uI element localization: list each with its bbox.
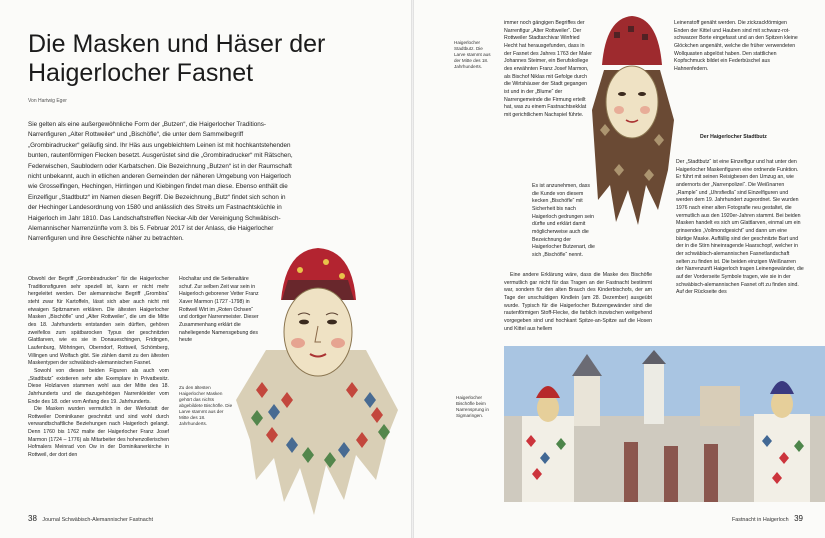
stadtbutz-caption: Haigerlocher Stadtbutz. Die Larve stammt aus der Mitte des 18. Jahrhunderts. bbox=[454, 40, 491, 69]
stadtbutz-mask-photo bbox=[584, 10, 680, 236]
right-page bbox=[414, 0, 825, 538]
right-column-1-top: immer noch gängigen Begriffes der Narrenfigur „Alter Rottweiler“. Der Rottweiler Stadtarchivar Winfried Hecht hat herausgefunden, dass in der Fasnet des Jahres 1763 der Maler Johannes Steimer, ein Berufskollege des erwähnten Franz Josef Marmon, als Bischof Niklas mit Gefolge durch die Wirtshäuser der Stadt gegangen ist und in der „Blume“ der Narrengemeinde die Firmung erteilt hat, was zu einem Fastnachtsekklat mit gerichtlichem Nachspiel führte. bbox=[504, 20, 592, 118]
stadtbutz-box bbox=[700, 134, 808, 142]
lead-paragraph: Sie gelten als eine außergewöhnliche Form der „Butzen“, die Haigerlocher Traditions-Narrenfiguren „Alter Rottweiler“ und „Bischöfle“, die unter dem Sammelbegriff „Grombiradrucker“ geläufig sind. Ihr Häs aus ungebleichtem Leinen ist mit hochkantstehenden bunten, rautenförmigen Flecken besetzt. Ausgerüstet sind die „Grombiradrucker“ mit Rätschen, Federwischen, Saublodern oder Karbatschen. Die Bezeichnung „Butzen“ ist in der Raumschaft nicht unbekannt, auch in etlichen anderen Gemeinden der näheren Umgebung von Haigerloch wie Grosselfingen, Hechingen, Hirrlingen und Kiebingen findet man diese. Ebenso enthält die Einzelfigur „Stadtbutz“ im Namen diesen Begriff. Die Bezeichnung „Butz“ findet sich schon in der Hechinger Landesordnung von 1580 und anlässlich des Streits um Fastnachtsküchle in Haigerloch im Jahr 1810. Das Landschaftstreffen Neckar-Alb der Vereinigung Schwäbisch-Alemannischer Narrenzünfte vom 3. bis 5. Februar 2017 ist der Anlass, die Haigerlocher Narrenfiguren und ihre Geschichte näher zu betrachten. bbox=[28, 121, 293, 243]
left-col1-paragraph: Sowohl von diesen beiden Figuren als auch vom „Stadtbutz“ existieren sehr alte Exemplare in Privatbesitz. Diese Holzlarven stammen wohl aus der Mitte des 18. Jahrhunderts und die dazugehörigen Narrenkleider vom Ende des 18. oder vom Anfang des 19. Jahrhunderts. bbox=[28, 367, 169, 405]
left-column-2: Hochaltar und die Seitenaltäre schuf. Zur selben Zeit war sein in Haigerloch geborener Vetter Franz Xaver Marmon (1727 -1798) in Rottweil Wirt im „Roten Ochsen“ und dortiger Narrenmeister. Dieser Zusammenhang erklärt die naheliegende Namensgebung des heute bbox=[179, 276, 259, 344]
figure-caption: Zu den ältesten Haigerlocher Masken gehört das nichts abgebildete Bischöfle. Die Larve stammt aus der Mitte des 18. Jahrhunderts. bbox=[179, 385, 233, 426]
left-footer bbox=[28, 514, 153, 523]
right-footer bbox=[732, 514, 803, 523]
bischoefle-mask-photo bbox=[226, 240, 404, 525]
right-column-1-wrap: Es ist anzunehmen, dass die Kunde von diesem kecken „Bischöfle“ mit Sicherheit bis nach Haigerloch gedrungen sein dürfte und erklärt damit möglicherweise auch die Bezeichnung der Haigerlocher Butzenart, die sich „Bischöfle“ nennt. bbox=[532, 183, 595, 258]
box-text: Der „Stadtbutz“ ist eine Einzelfigur und hat unter den Haigerlocher Maskenfiguren eine ordnende Funktion. Er führt mit seinen Reisigbesen den Umzug an, wie andernorts der „Narrenpolizei“. Die Weißnarren „Rample“ und „Uhrsfiedla“ sind Einzelfiguren und werden dem 19. Jahrhundert zugeordnet. Sie wurden 1976 nach einer alten Fotografie neu gestaltet, die vermutlich aus den 1920er-Jahren stammt. Bei beiden Masken handelt es sich um Glattlarven, einmal um ein grinsendes „Vollmondgesicht“ und dann um eine bärtige Maske. Auffällig sind der geschnitzte Bart und der in die Stirn hineinragende Haarschopf, welcher in der schwäbisch-alemannischen Fasnetlandschaft selten zu finden ist. Die beiden einzigen Weißnarren der Narrenzunft Haigerloch tragen Leinengewänder, die auf der Vorderseite Symbole tragen, wie sie in der schwäbisch-alemannischen Fasnet oft zu finden sind. Auf der Rückseite des bbox=[676, 159, 804, 296]
right-column-2-top: Leinenstoff genäht werden. Die zickzackförmigen Enden der Kittel und Hauben sind mit schwarz-rot-schwarzer Borte eingefasst und an den Spitzen kleine Glöckchen angenäht, welche die früher verwendeten Wollquasten abgelöst haben. Den stattlichen Kopfschmuck bildet ein Federbüschel aus Hahnenfedern. bbox=[674, 20, 798, 72]
byline: Von Hartwig Eger bbox=[28, 98, 67, 104]
footer-publication: Journal Schwäbisch-Alemannischer Fastnacht bbox=[42, 517, 153, 523]
page-number: 39 bbox=[794, 514, 803, 523]
parade-photo bbox=[504, 346, 825, 502]
left-page bbox=[0, 0, 411, 538]
left-col1-paragraph: Obwohl der Begriff „Grombiradrucker“ für die Haigerlocher Traditionsfiguren sehr speziell ist, kann er nicht mehr hergeleitet werden. Der alemannische Begriff „Grombira“ steht zwar für Kartoffeln, lässt sich aber auch nicht mit etwaigen Spitznamen erklären. Die ältesten Haigerlocher Masken „Bischöfle“ und „Alter Rottweiler“, die um die Mitte des 18. Jahrhunderts entstanden sein dürften, gehören zweifellos zum spätbarocken Typus der geschnitzten Glattlarven, wie es sie in Donaueschingen, Fridingen, Laufenburg, Möhringen, Oberndorf, Rottweil, Schömberg, Villingen und Wolfach gibt. Sie zählen damit zu den ältesten Maskentypen der schwäbisch-alemannischen Fasnet. bbox=[28, 276, 169, 367]
box-title: Der Haigerlocher Stadtbutz bbox=[700, 134, 767, 140]
page-number: 38 bbox=[28, 514, 37, 523]
footer-section: Fastnacht in Haigerloch bbox=[731, 517, 789, 523]
right-column-1-rest: Eine andere Erklärung wäre, dass die Maske des Bischöfle vermutlich gar nicht für das Tragen an der Fastnacht bestimmt war, sondern für den alten Brauch des Kinderbischofs, der am Tage der unschuldigen Kindlein (am 28. Dezember) ausgeübt wurde. Typisch für die Haigerlocher Butzengewänder sind die rautenförmigen Stoff-Flecke, die farblich inzwischen weitgehend vorgegeben sind und hochkant Spitze-an-Spitze auf die Hosen und Kittel aus hellem bbox=[504, 272, 652, 332]
article-title: Die Masken und Häser der Haigerlocher Fasnet bbox=[28, 30, 326, 87]
left-column-1 bbox=[28, 276, 169, 460]
left-col1-paragraph: Die Masken wurden vermutlich in der Werkstatt der Rottweiler Dominikaner geschnitzt und sind wohl durch verwandtschaftliche Beziehungen nach Haigerloch gelangt. Denn 1760 bis 1762 malte der Haigerlocher Franz Josef Marmon (1724 – 1776) als Mitarbeiter des hohenzollerischen Hofmalers Meinrad von Ow in der Dominikanerkirche in Rottweil, der dort den bbox=[28, 406, 169, 459]
parade-photo-caption: Haigerlocher Bischöfle beim Narrensprung in Sigmaringen. bbox=[456, 395, 489, 418]
